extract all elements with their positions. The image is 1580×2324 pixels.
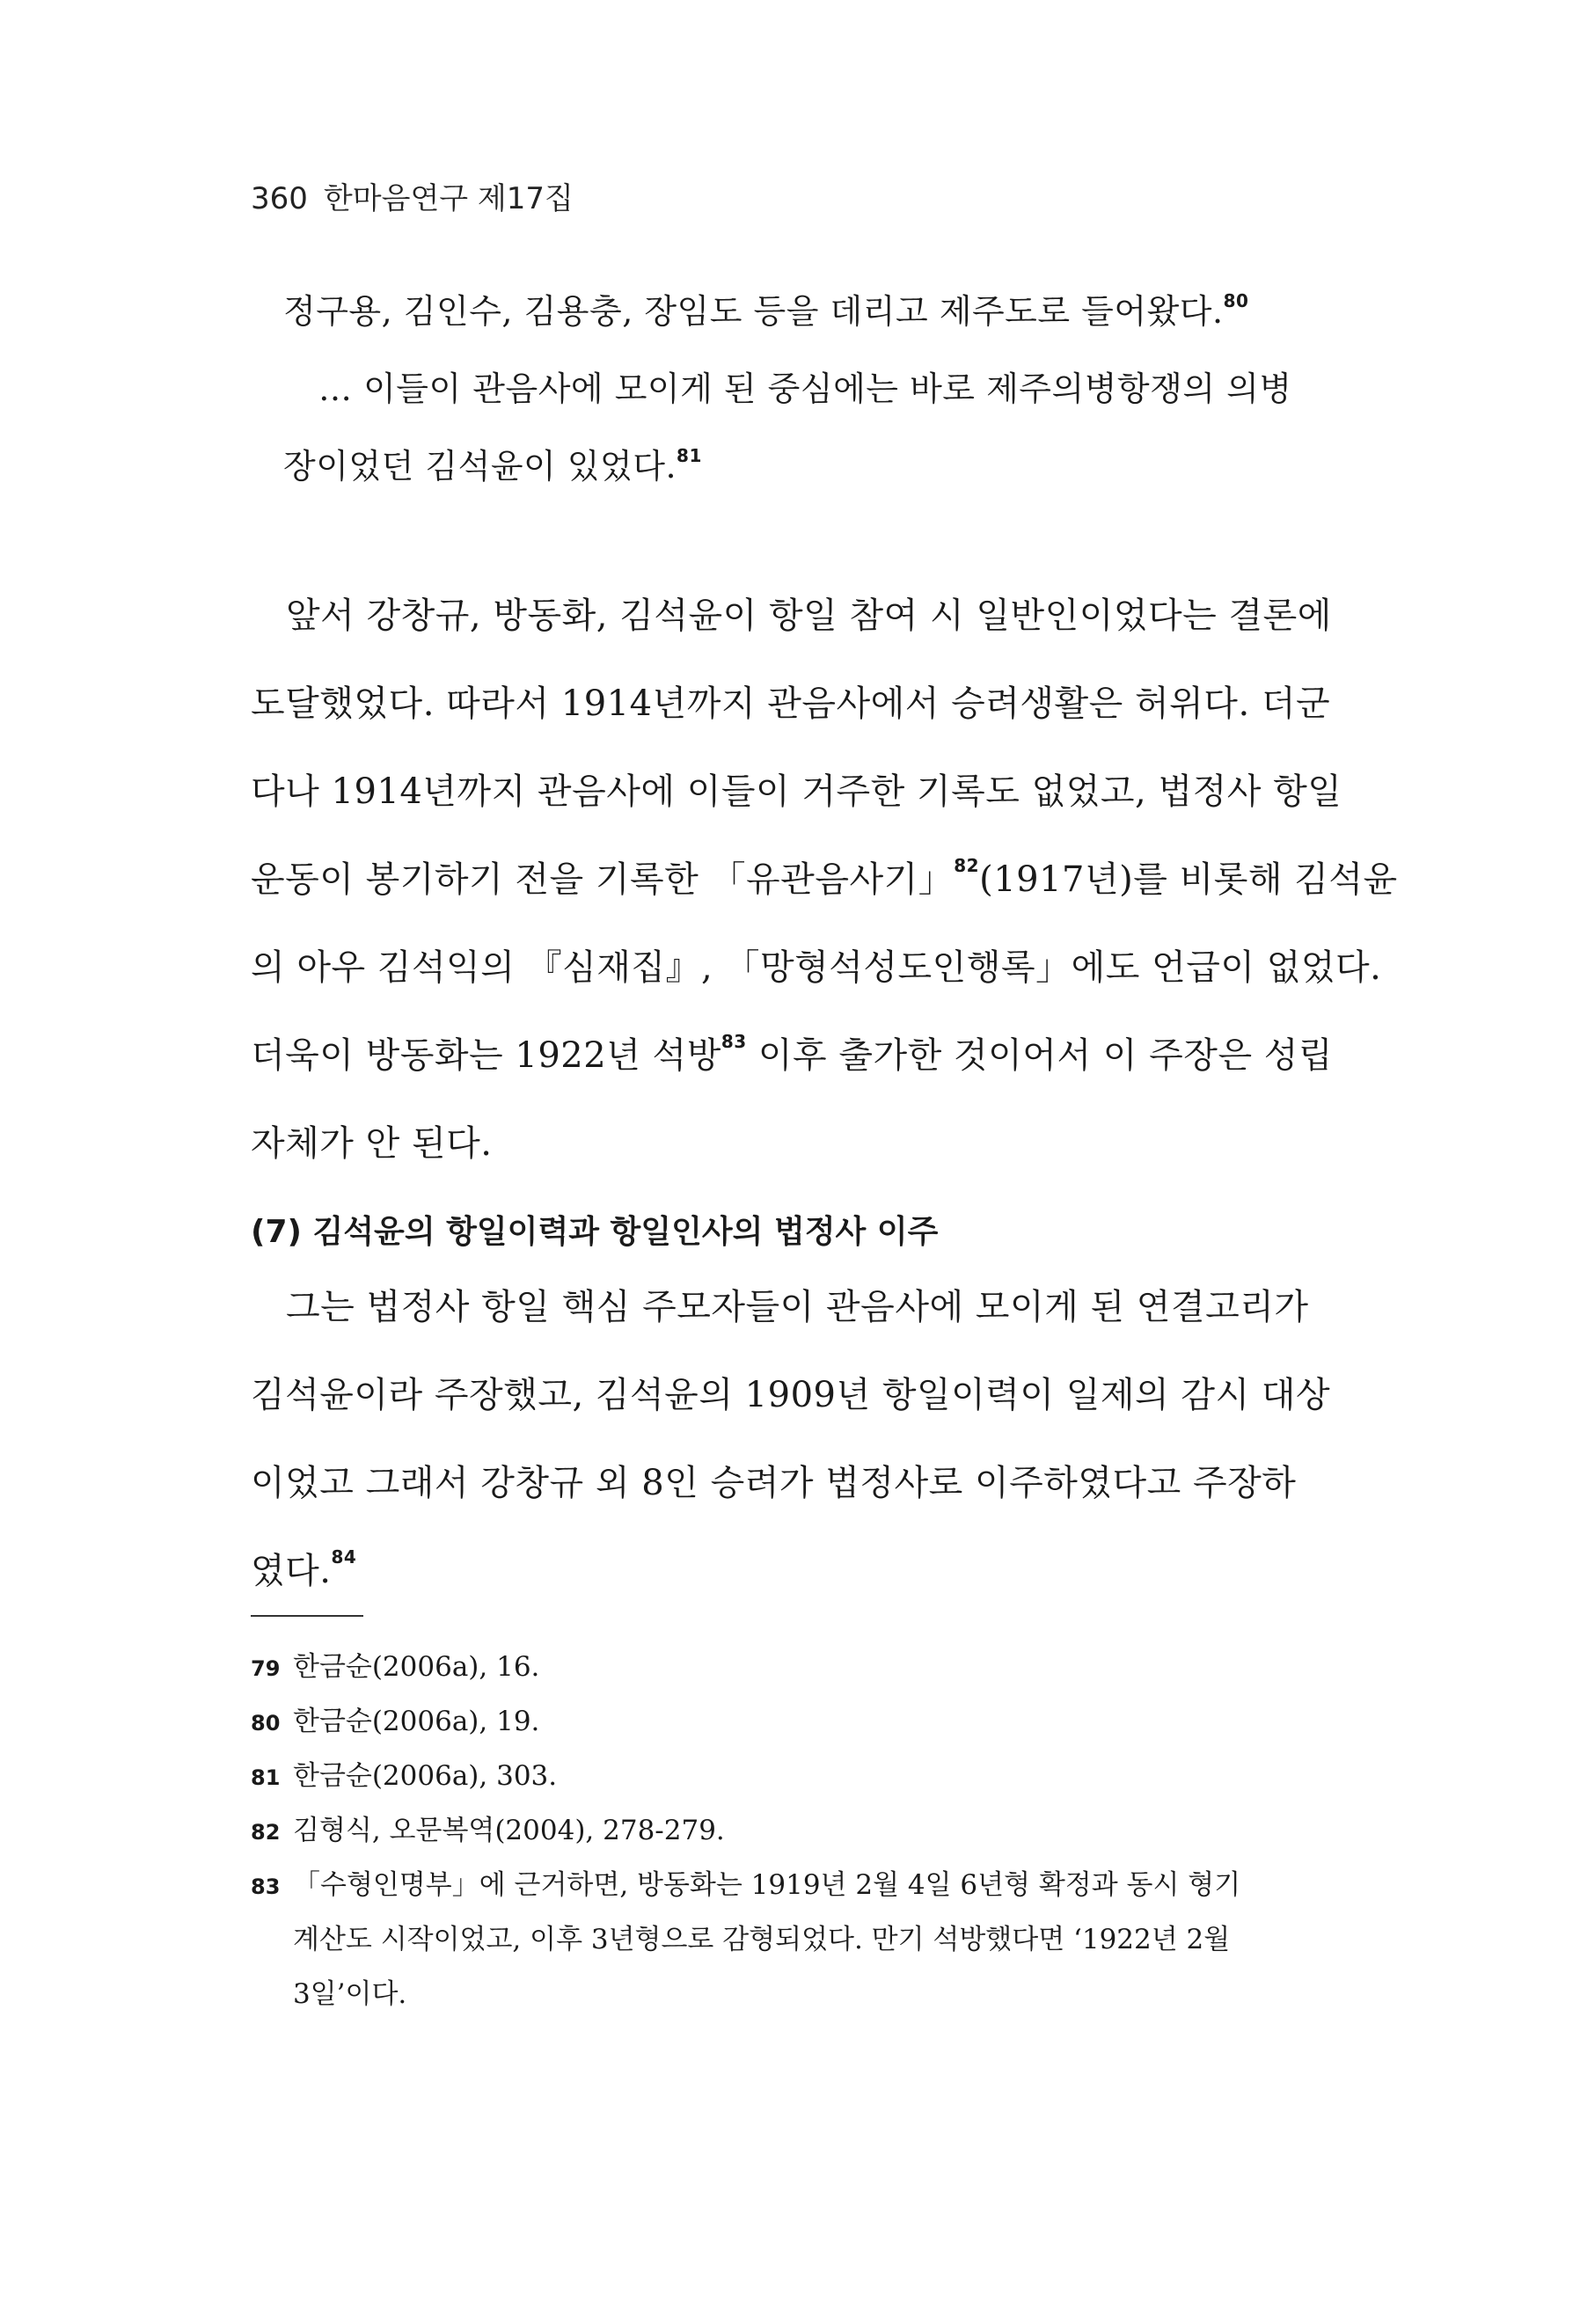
- quote-text: 장이었던 김석윤이 있었다.: [283, 447, 677, 486]
- quote-line: [283, 273, 1348, 350]
- footnote-text: 김형식, 오문복역(2004), 278-279.: [293, 1815, 725, 1846]
- body-text: (1917년)를 비롯해 김석윤: [979, 859, 1398, 900]
- body-line: 그는 법정사 항일 핵심 주모자들이 관음사에 모이게 된 연결고리가: [286, 1287, 1309, 1327]
- footnote: [251, 1694, 1324, 1749]
- footnote-continuation: 3일’이다.: [293, 1978, 407, 2010]
- footnote-number: 82: [251, 1820, 281, 1845]
- body-text: 운동이 봉기하기 전을 기록한 「유관음사기」: [251, 859, 955, 900]
- section-heading: (7) 김석윤의 항일이력과 항일인사의 법정사 이주: [251, 1214, 939, 1250]
- footnote-number: 80: [251, 1711, 281, 1736]
- body-text: 이후 출가한 것이어서 이 주장은 성립: [746, 1035, 1334, 1076]
- footnote-ref[interactable]: 81: [677, 445, 702, 466]
- footnote-ref[interactable]: 82: [954, 855, 980, 876]
- footnote: [251, 1803, 1324, 1858]
- body-line: [251, 1012, 1334, 1100]
- footnote-text: 한금순(2006a), 303.: [293, 1760, 558, 1792]
- footnote: [251, 1858, 1324, 1912]
- body-text: 였다.: [251, 1551, 332, 1591]
- quote-line: [283, 350, 1348, 428]
- footnote: [251, 1749, 1324, 1803]
- footnote-continuation: 계산도 시작이었고, 이후 3년형으로 감형되었다. 만기 석방했다면 ‘1922년 2월: [293, 1924, 1231, 1955]
- body-line: 도달했었다. 따라서 1914년까지 관음사에서 승려생활은 허위다. 더군: [251, 683, 1331, 724]
- footnote-number: 83: [251, 1875, 281, 1899]
- footnote: [251, 1640, 1324, 1694]
- footnote-text: 「수형인명부」에 근거하면, 방동화는 1919년 2월 4일 6년형 확정과 동시 형기: [293, 1869, 1241, 1901]
- footnote-divider: [251, 1615, 363, 1617]
- footnote-number: 81: [251, 1765, 281, 1790]
- quote-text: … 이들이 관음사에 모이게 된 중심에는 바로 제주의병항쟁의 의병: [318, 369, 1292, 408]
- footnote-text: 한금순(2006a), 16.: [293, 1651, 540, 1683]
- footnote-ref[interactable]: 84: [331, 1546, 357, 1568]
- footnote-ref[interactable]: 80: [1223, 290, 1249, 311]
- page-number: 360: [251, 181, 308, 216]
- body-line: 의 아우 김석익의 『심재집』, 「망형석성도인행록」에도 언급이 없었다.: [251, 947, 1382, 988]
- quote-text: 정구용, 김인수, 김용충, 장임도 등을 데리고 제주도로 들어왔다.: [283, 292, 1224, 331]
- body-line: 이었고 그래서 강창규 외 8인 승려가 법정사로 이주하였다고 주장하: [251, 1463, 1297, 1503]
- footnote-text: 한금순(2006a), 19.: [293, 1706, 540, 1737]
- body-line: [251, 836, 1398, 924]
- body-line: 자체가 안 된다.: [251, 1123, 493, 1164]
- footnote-number: 79: [251, 1656, 281, 1681]
- body-line: 다나 1914년까지 관음사에 이들이 거주한 기록도 없었고, 법정사 항일: [251, 771, 1342, 812]
- footnote-ref[interactable]: 83: [721, 1031, 747, 1052]
- quote-line: [283, 428, 1348, 505]
- body-line: [251, 1527, 1315, 1615]
- body-line: 김석윤이라 주장했고, 김석윤의 1909년 항일이력이 일제의 감시 대상: [251, 1375, 1331, 1415]
- paragraph-1: [251, 572, 1398, 1188]
- body-line: 앞서 강창규, 방동화, 김석윤이 항일 참여 시 일반인이었다는 결론에: [286, 596, 1332, 636]
- body-text: 더욱이 방동화는 1922년 석방: [251, 1035, 721, 1076]
- paragraph-2: [251, 1263, 1331, 1615]
- running-head: [251, 174, 574, 217]
- block-quote: [283, 273, 1348, 505]
- footnotes: [251, 1640, 1324, 2021]
- journal-title: 한마음연구 제17집: [323, 181, 574, 216]
